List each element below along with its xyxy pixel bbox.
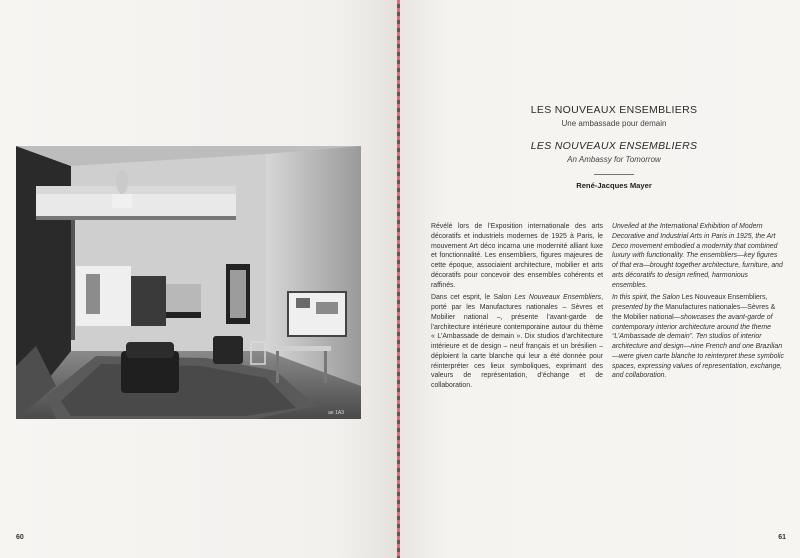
title-english: LES NOUVEAUX ENSEMBLIERS [530, 140, 698, 152]
page-number-right: 61 [778, 534, 786, 541]
subtitle-french: Une ambassade pour demain [561, 119, 667, 128]
author-name: René-Jacques Mayer [576, 181, 652, 190]
body-french [431, 222, 603, 394]
paragraph: Révélé lors de l’Exposition internationale des arts décoratifs et industriels modernes de 1925 à Paris, le mouvement Art déco incarna une modernité alliant luxe et fonctionnalité. Les ensembliers, figures majeures de cette époque, associaient architecture, mobilier et arts décoratifs pour concevoir des ensembles cohérents et raffinés. [431, 223, 603, 289]
title-french: LES NOUVEAUX ENSEMBLIERS [530, 104, 698, 116]
left-page [0, 0, 397, 558]
body-english [612, 222, 784, 384]
paragraph: Unveiled at the International Exhibition of Modern Decorative and Industrial Arts in Paris in 1925, the Art Deco movement embodied a modernity that combined luxury with functionality. The ensembliers—key figures of that era—brought together architecture, furniture, and arts décoratifs to design refined, harmonious ensembles. [612, 223, 783, 289]
subtitle-english: An Ambassy for Tomorrow [567, 155, 661, 164]
paragraph: In this spirit, the Salon Les Nouveaux Ensembliers, presented by the Manufactures nationales—Sèvres & the Mobilier national—showcases the avant-garde of contemporary interior architecture around the theme “L’Ambassade de demain”. Ten studios of interior architecture and design—nine French and one Brazilian—were given carte blanche to reinterpret these symbolic spaces, expressing values of representation, exchange, and collaboration. [612, 294, 784, 380]
interior-photograph [16, 146, 361, 419]
page-number-left: 60 [16, 534, 24, 541]
paragraph: Dans cet esprit, le Salon Les Nouveaux Ensembliers, porté par les Manufactures nationales – Sèvres et Mobilier national –, présente l’avant-garde de l’architecture intérieure contemporaine autour du thème « L’Ambassade de demain ». Dix studios d’architecture intérieure et de design – neuf français et un brésilien – déploient la carte blanche qui leur a été donnée pour réinterpréter ces lieux symboliques, exprimant des valeurs de représentation, d’échange et de collaboration. [431, 294, 603, 389]
article-header [430, 104, 798, 190]
divider-rule [594, 174, 634, 175]
photo-caption-mark: ae 1A3 [328, 410, 344, 416]
